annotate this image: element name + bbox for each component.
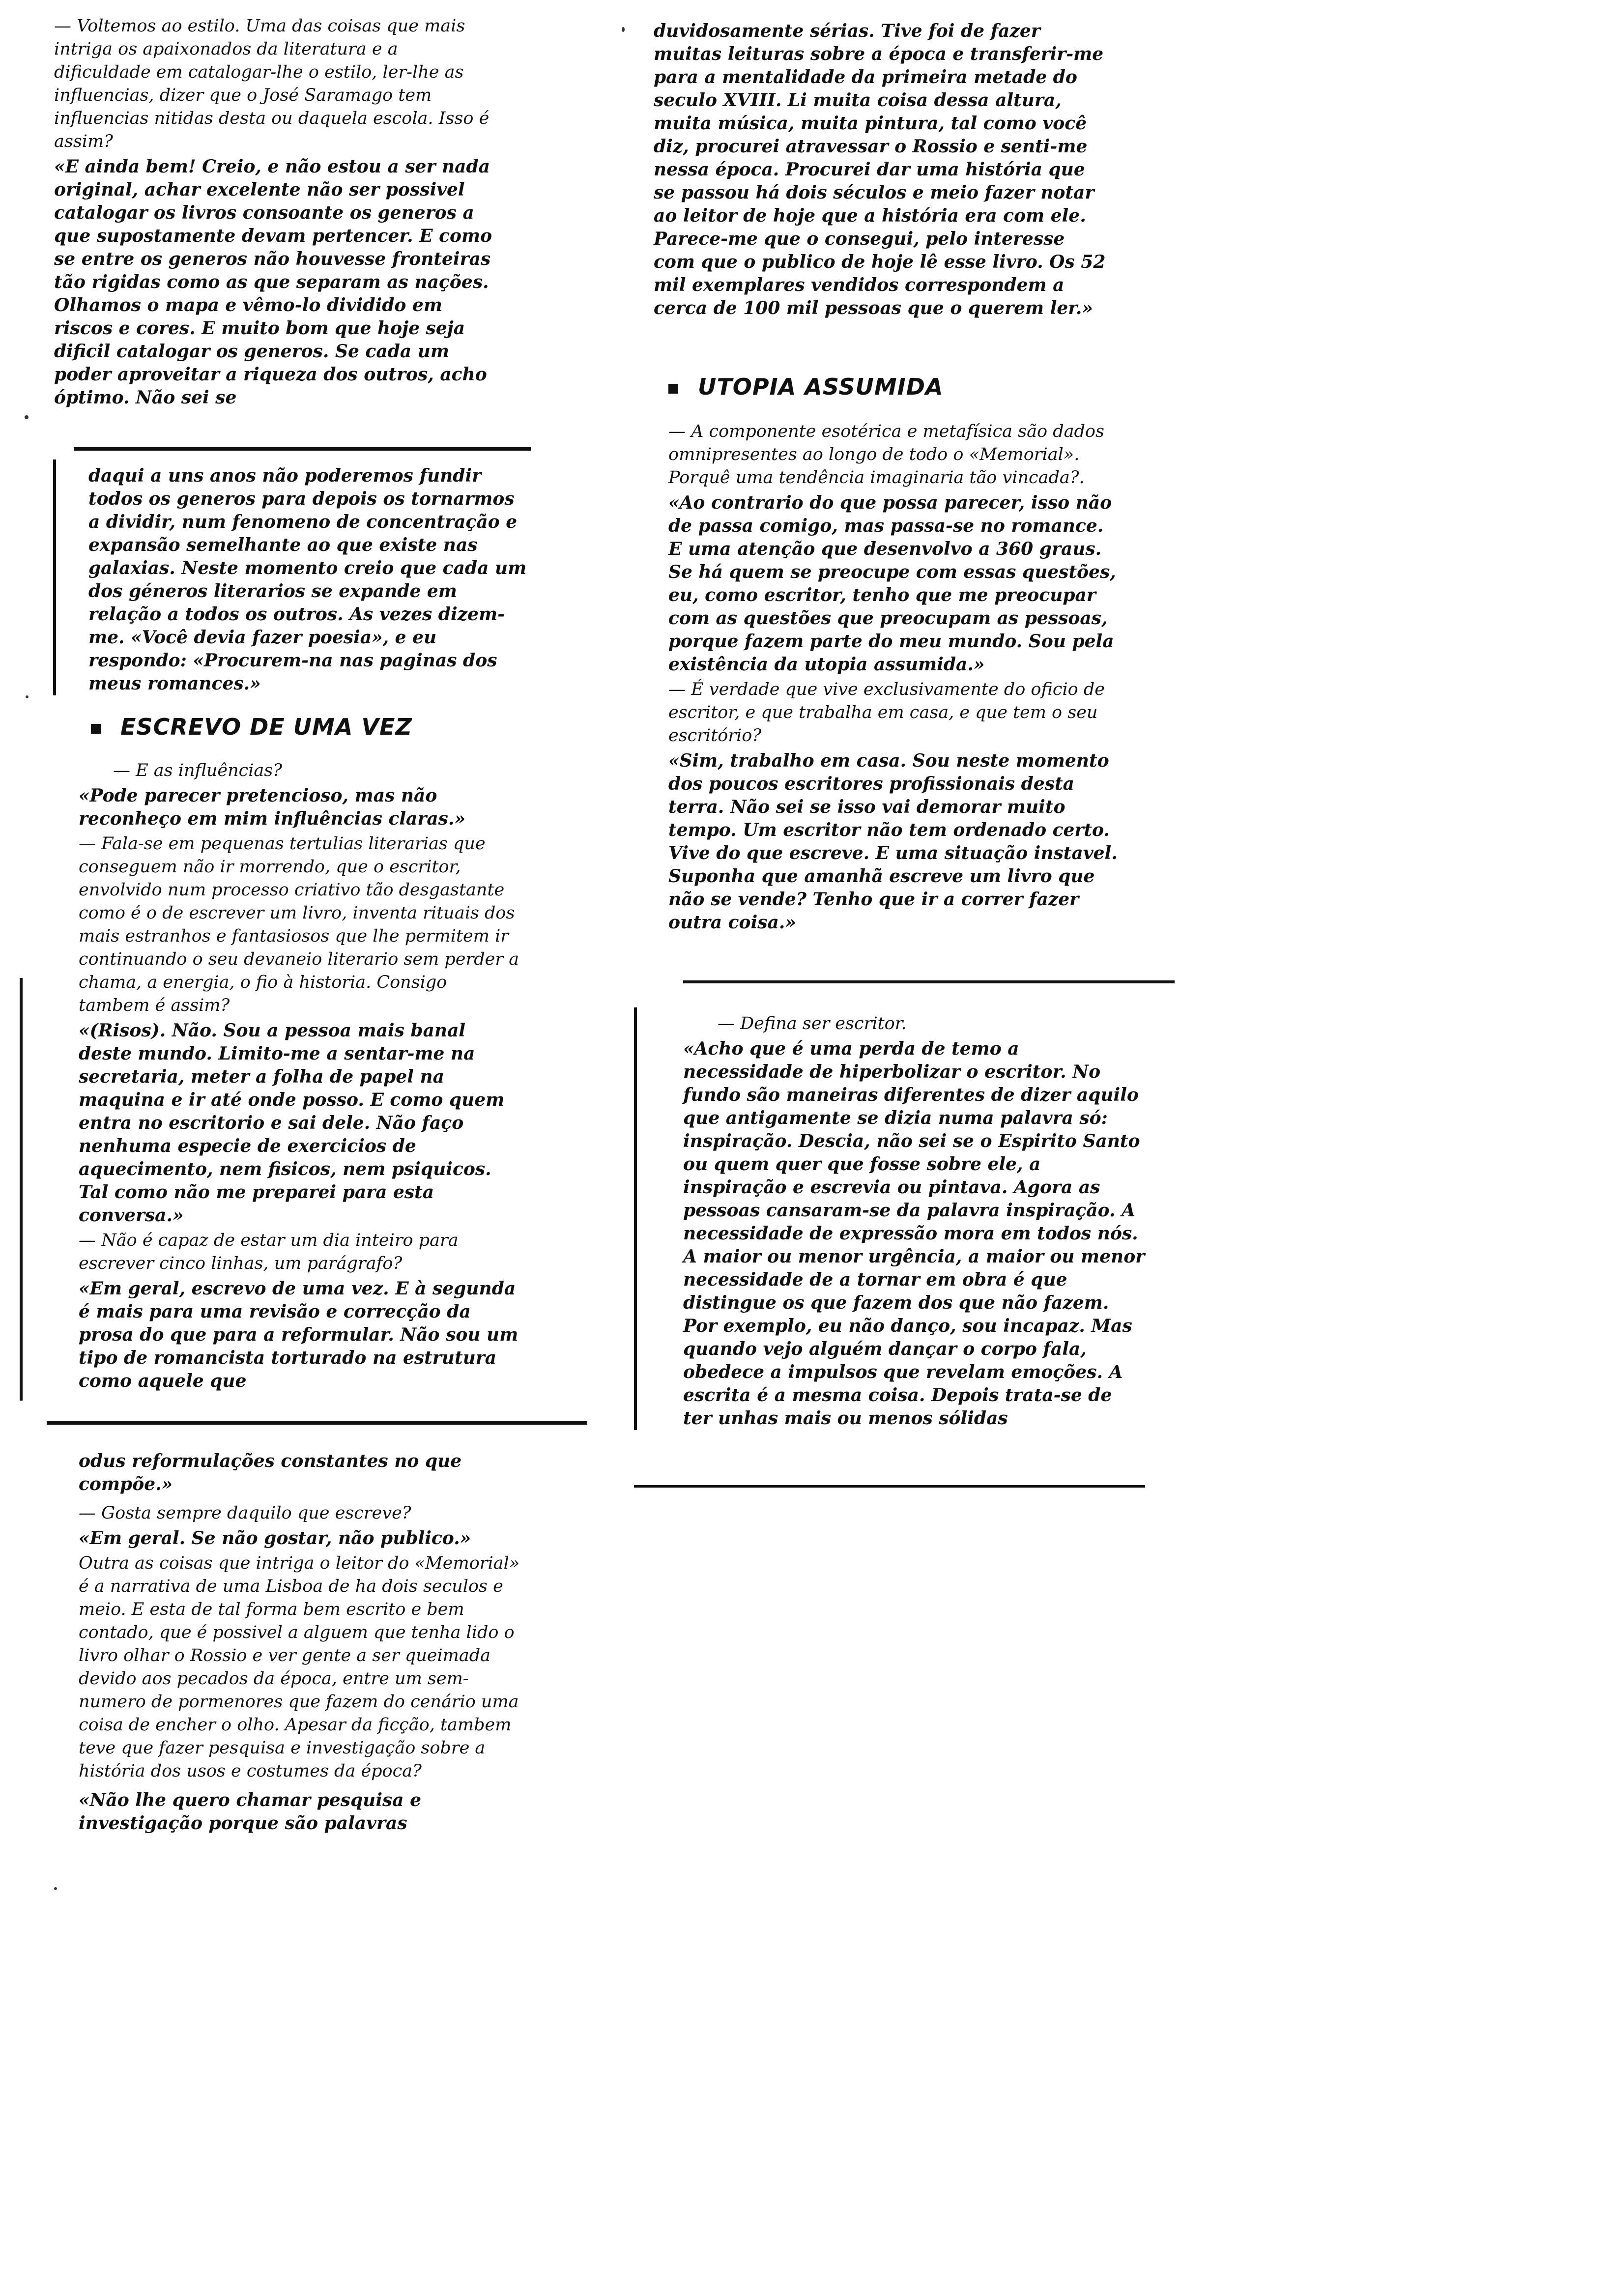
col1-vertical-rule-1 xyxy=(53,459,56,695)
col1-mid-text xyxy=(88,464,531,697)
col2-separator-rule-1 xyxy=(683,980,1175,983)
col1-paragraph-tertulias: — Fala-se em pequenas tertulias literarias que conseguem não ir morrendo, que o escritor, envolvido num processo criativo tão desgastante como é o de escrever um livro, inventa rituais dos mais estranhos e fantasiosos que lhe permitem ir continuando o seu devaneio literario sem perder a chama, a energia, o fio à historia. Consigo tambem é assim? xyxy=(79,834,519,1015)
col1-paragraph-uma-vez: «Em geral, escrevo de uma vez. E à segunda é mais para uma revisão e correcção da prosa do que para a reformular. Não sou um tipo de romancista torturado na estrutura como aquele que xyxy=(79,1278,518,1391)
col2-vertical-rule xyxy=(634,1007,637,1430)
col1-top-paragraph-2: «E ainda bem! Creio, e não estou a ser nada original, achar excelente não ser possivel catalogar os livros consoante os generos a que supostamente devam pertencer. E como se entre os generos não houvesse fronteiras tão rigidas como as que separam as nações. Olhamos o mapa e vêmo-lo dividido em riscos e cores. E muito bom que hoje seja dificil catalogar os generos. Se cada um poder aproveitar a riqueza dos outros, acho óptimo. Não sei se xyxy=(54,156,492,408)
col1-vertical-rule-2 xyxy=(20,978,23,1401)
heading-escrevo-de-uma-vez xyxy=(91,714,412,740)
col2-top-text xyxy=(654,20,1106,322)
col1-paragraph-influencias: — E as influências? xyxy=(113,761,283,780)
col1-paragraph-dia-inteiro: — Não é capaz de estar um dia inteiro para escrever cinco linhas, um parágrafo? xyxy=(79,1231,459,1273)
col2-after-heading-text xyxy=(668,420,1121,936)
col1-paragraph-pesquisa: «Não lhe quero chamar pesquisa e investigação porque são palavras xyxy=(79,1790,422,1834)
col2-paragraph-contrario: «Ao contrario do que possa parecer, isso não de passa comigo, mas passa-se no romance. E uma atenção que desenvolvo a 360 graus. Se há quem se preocupe com essas questões, eu, como escritor, tenho que me preocupar com as questões que preocupam as pessoas, porque fazem parte do meu mundo. Sou pela existência da utopia assumida.» xyxy=(668,492,1116,675)
scan-speck-3 xyxy=(622,27,625,32)
col1-mid-paragraph-1: daqui a uns anos não poderemos fundir todos os generos para depois os tornarmos a dividir, num fenomeno de concentração e expansão semelhante ao que existe nas galaxias. Neste momento creio que cada um dos géneros literarios se expande em relação a todos os outros. As vezes dizem-me. «Você devia fazer poesia», e eu respondo: «Procurem-na nas paginas dos meus romances.» xyxy=(88,465,527,694)
col1-bottom-text xyxy=(79,1450,521,1837)
col1-top-text xyxy=(54,15,496,411)
col1-paragraph-risos: «(Risos). Não. Sou a pessoa mais banal deste mundo. Limito-me a sentar-me na secretaria, meter a folha de papel na maquina e ir até onde posso. E como quem entra no escritorio e sai dele. Não faço nenhuma especie de exercicios de aquecimento, nem fisicos, nem psiquicos. Tal como não me preparei para esta conversa.» xyxy=(79,1020,505,1226)
heading-bullet-square xyxy=(91,724,101,734)
col1-paragraph-pretencioso: «Pode parecer pretencioso, mas não reconheço em mim influências claras.» xyxy=(79,785,465,829)
col1-top-paragraph-1: — Voltemos ao estilo. Uma das coisas que mais intriga os apaixonados da literatura e a dificuldade em catalogar-lhe o estilo, ler-lhe as influencias, dizer que o José Saramago tem influencias nitidas desta ou daquela escola. Isso é assim? xyxy=(54,16,489,151)
scan-speck-4 xyxy=(54,1887,57,1890)
col1-paragraph-reformulacoes: odus reformulações constantes no que compõe.» xyxy=(79,1451,462,1494)
col2-paragraph-trabalho-casa: «Sim, trabalho em casa. Sou neste momento dos poucos escritores profissionais desta terra. Não sei se isso vai demorar muito tempo. Um escritor não tem ordenado certo. Vive do que escreve. E uma situação instavel. Suponha que amanhã escreve um livro que não se vende? Tenho que ir a correr fazer outra coisa.» xyxy=(668,750,1118,933)
scan-speck-1 xyxy=(25,415,29,419)
col2-bottom-text xyxy=(683,1012,1145,1432)
heading-utopia-assumida xyxy=(668,373,944,400)
col1-separator-rule-1 xyxy=(74,447,531,451)
heading-utopia-text: UTOPIA ASSUMIDA xyxy=(698,373,944,400)
col2-paragraph-defina: — Defina ser escritor. xyxy=(718,1014,907,1033)
col1-paragraph-nao-publico: «Em geral. Se não gostar, não publico.» xyxy=(79,1528,471,1549)
col2-paragraph-hiperbolizar: «Acho que é uma perda de temo a necessidade de hiperbolizar o escritor. No fundo são maneiras diferentes de dizer aquilo que antigamente se dizia numa palavra só: inspiração. Descia, não sei se o Espirito Santo ou quem quer que fosse sobre ele, a inspiração e escrevia ou pintava. Agora as pessoas cansaram-se da palavra inspiração. A necessidade de expressão mora em todos nós. A maior ou menor urgência, a maior ou menor necessidade de a tornar em obra é que distingue os que fazem dos que não fazem. Por exemplo, eu não danço, sou incapaz. Mas quando vejo alguém dançar o corpo fala, obedece a impulsos que revelam emoções. A escrita é a mesma coisa. Depois trata-se de ter unhas mais ou menos sólidas xyxy=(683,1038,1145,1429)
col1-separator-rule-2 xyxy=(47,1421,587,1425)
col2-paragraph-oficio: — É verdade que vive exclusivamente do oficio de escritor, e que trabalha em casa, e que tem o seu escritório? xyxy=(668,680,1105,746)
col1-paragraph-memorial-lisboa: Outra as coisas que intriga o leitor do «Memorial» é a narrativa de uma Lisboa de ha dois seculos e meio. E esta de tal forma bem escrito e bem contado, que é possivel a alguem que tenha lido o livro olhar o Rossio e ver gente a ser queimada devido aos pecados da época, entre um sem-numero de pormenores que fazem do cenário uma coisa de encher o olho. Apesar da ficção, tambem teve que fazer pesquisa e investigação sobre a história dos usos e costumes da época? xyxy=(79,1553,520,1781)
col1-after-heading-text xyxy=(79,759,521,1395)
scan-speck-2 xyxy=(26,695,29,698)
heading-bullet-square-2 xyxy=(668,384,678,394)
col2-paragraph-esoterica: — A componente esotérica e metafísica são dados omnipresentes ao longo de todo o «Memorial». Porquê uma tendência imaginaria tão vincada?. xyxy=(668,422,1104,488)
col1-paragraph-gosta: — Gosta sempre daquilo que escreve? xyxy=(79,1503,411,1523)
col2-top-paragraph-1: duvidosamente sérias. Tive foi de fazer muitas leituras sobre a época e transferir-me para a mentalidade da primeira metade do seculo XVIII. Li muita coisa dessa altura, muita música, muita pintura, tal como você diz, procurei atravessar o Rossio e senti-me nessa época. Procurei dar uma história que se passou há dois séculos e meio fazer notar ao leitor de hoje que a história era com ele. Parece-me que o consegui, pelo interesse com que o publico de hoje lê esse livro. Os 52 mil exemplares vendidos correspondem a cerca de 100 mil pessoas que o querem ler.» xyxy=(654,21,1106,318)
heading-escrevo-text: ESCREVO DE UMA VEZ xyxy=(120,714,412,740)
col2-separator-rule-2 xyxy=(634,1485,1145,1488)
